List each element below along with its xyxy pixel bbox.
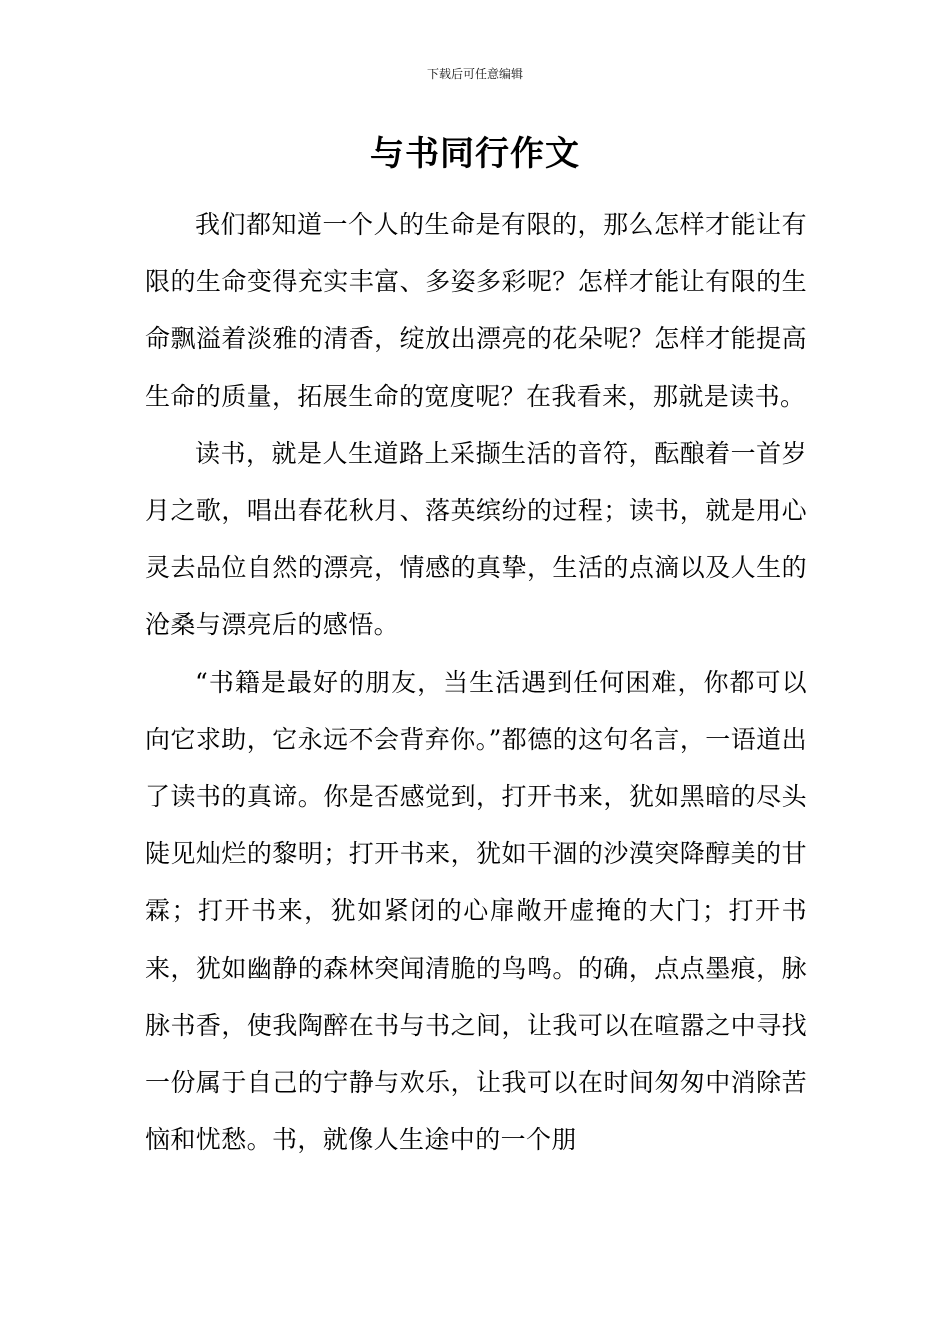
document-body (145, 196, 807, 1168)
document-title: 与书同行作文 (370, 134, 580, 174)
paragraph-2: 读书，就是人生道路上采撷生活的音符，酝酿着一首岁月之歌，唱出春花秋月、落英缤纷的过程；读书，就是用心灵去品位自然的漂亮，情感的真挚，生活的点滴以及人生的沧桑与漂亮后的感悟。 (145, 438, 807, 640)
header-note: 下载后可任意编辑 (426, 67, 523, 81)
paragraph-1: 我们都知道一个人的生命是有限的，那么怎样才能让有限的生命变得充实丰富、多姿多彩呢？怎样才能让有限的生命飘溢着淡雅的清香，绽放出漂亮的花朵呢？怎样才能提高生命的质量，拓展生命的宽度呢？在我看来，那就是读书。 (145, 210, 807, 411)
paragraph-3: “书籍是最好的朋友，当生活遇到任何困难，你都可以向它求助，它永远不会背弃你。”都德的这句名言，一语道出了读书的真谛。你是否感觉到，打开书来，犹如黑暗的尽头陡见灿烂的黎明；打开书来，犹如干涸的沙漠突降醇美的甘霖；打开书来，犹如紧闭的心扉敞开虚掩的大门；打开书来，犹如幽静的森林突闻清脆的鸟鸣。的确，点点墨痕，脉脉书香，使我陶醉在书与书之间，让我可以在喧嚣之中寻找一份属于自己的宁静与欢乐，让我可以在时间匆匆中消除苦恼和忧愁。书，就像人生途中的一个朋 (145, 667, 807, 1155)
